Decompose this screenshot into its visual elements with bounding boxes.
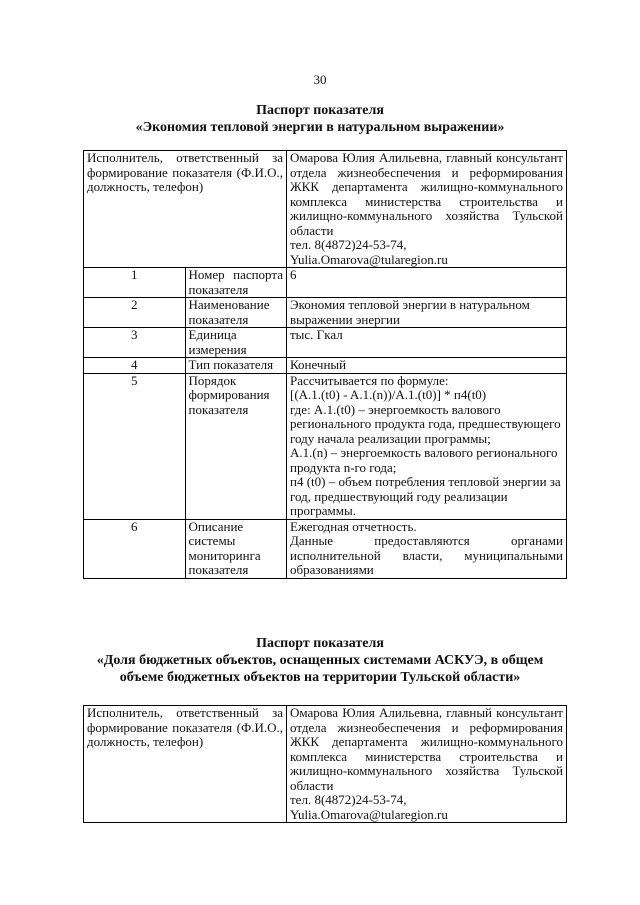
page-number: 30 (313, 72, 327, 87)
passport2-title-line3: объеме бюджетных объектов на территории Тульской области» (119, 670, 521, 685)
table-row (84, 268, 567, 298)
responsible-row (84, 706, 567, 823)
row-number: 5 (84, 373, 186, 519)
row-value (287, 519, 567, 578)
table-row (84, 519, 567, 578)
row-number: 2 (84, 298, 186, 328)
passport1-title-line1: Паспорт показателя (256, 103, 384, 118)
formula: [(A.1.(t0) - A.1.(n))/A.1.(t0)] * п4(t0) (290, 387, 487, 402)
row-number: 3 (84, 328, 186, 358)
responsible-value (287, 706, 567, 823)
row-value (287, 373, 567, 519)
row-label: Наименование показателя (185, 298, 287, 328)
passport1-table (83, 150, 567, 579)
responsible-row (84, 151, 567, 268)
responsible-label: Исполнитель, ответственный за формирование показателя (Ф.И.О., должность, телефон) (84, 151, 287, 268)
responsible-name: Омарова Юлия Алильевна, главный консультант отдела жизнеобеспечения и реформирования ЖКК департамента жилищно-коммунального комплекса министерства строительства и жилищно-коммунального хозяйства Тульской области (290, 705, 563, 793)
passport2-title-line2: «Доля бюджетных объектов, оснащенных системами АСКУЭ, в общем (96, 653, 544, 668)
row-value: Конечный (287, 358, 567, 374)
passport2-table (83, 705, 567, 823)
row-number: 4 (84, 358, 186, 374)
responsible-phone: тел. 8(4872)24-53-74, (290, 237, 407, 252)
formula-where: где: A.1.(t0) – энергоемкость валового регионального продукта года, предшествующего году начала реализации программы; (290, 401, 561, 446)
responsible-name: Омарова Юлия Алильевна, главный консультант отдела жизнеобеспечения и реформирования ЖКК департамента жилищно-коммунального комплекса министерства строительства и жилищно-коммунального хозяйства Тульской области (290, 150, 563, 238)
passport2-title (40, 635, 600, 686)
row-value: Экономия тепловой энергии в натуральном выражении энергии (287, 298, 567, 328)
table-row (84, 328, 567, 358)
passport1-title (40, 102, 600, 136)
responsible-email: Yulia.Omarova@tularegion.ru (290, 251, 448, 267)
row-number: 1 (84, 268, 186, 298)
row-label: Номер паспорта показателя (185, 268, 287, 298)
monitoring-line1: Ежегодная отчетность. (290, 518, 417, 534)
row-value: 6 (287, 268, 567, 298)
formula-intro: Рассчитывается по формуле: (290, 372, 449, 388)
row-label: Единица измерения (185, 328, 287, 358)
formula-p4: п4 (t0) – объем потребления тепловой энергии за год, предшествующий году реализации программы. (290, 474, 561, 518)
row-label: Порядок формирования показателя (185, 373, 287, 519)
responsible-value (287, 151, 567, 268)
row-number: 6 (84, 519, 186, 578)
row-label: Тип показателя (185, 358, 287, 374)
table-row (84, 373, 567, 519)
passport1-title-line2: «Экономия тепловой энергии в натуральном выражении» (135, 120, 505, 135)
responsible-phone: тел. 8(4872)24-53-74, (290, 792, 407, 807)
row-label: Описание системы мониторинга показателя (185, 519, 287, 578)
responsible-email: Yulia.Omarova@tularegion.ru (290, 806, 448, 822)
monitoring-line2: Данные предоставляются органами исполнительной власти, муниципальными образованиями (290, 533, 563, 577)
responsible-label: Исполнитель, ответственный за формирование показателя (Ф.И.О., должность, телефон) (84, 706, 287, 823)
table-row (84, 298, 567, 328)
passport2-title-line1: Паспорт показателя (256, 636, 384, 651)
table-row (84, 358, 567, 374)
formula-n: A.1.(n) – энергоемкость валового регионального продукта n-го года; (290, 445, 558, 475)
row-value: тыс. Гкал (287, 328, 567, 358)
